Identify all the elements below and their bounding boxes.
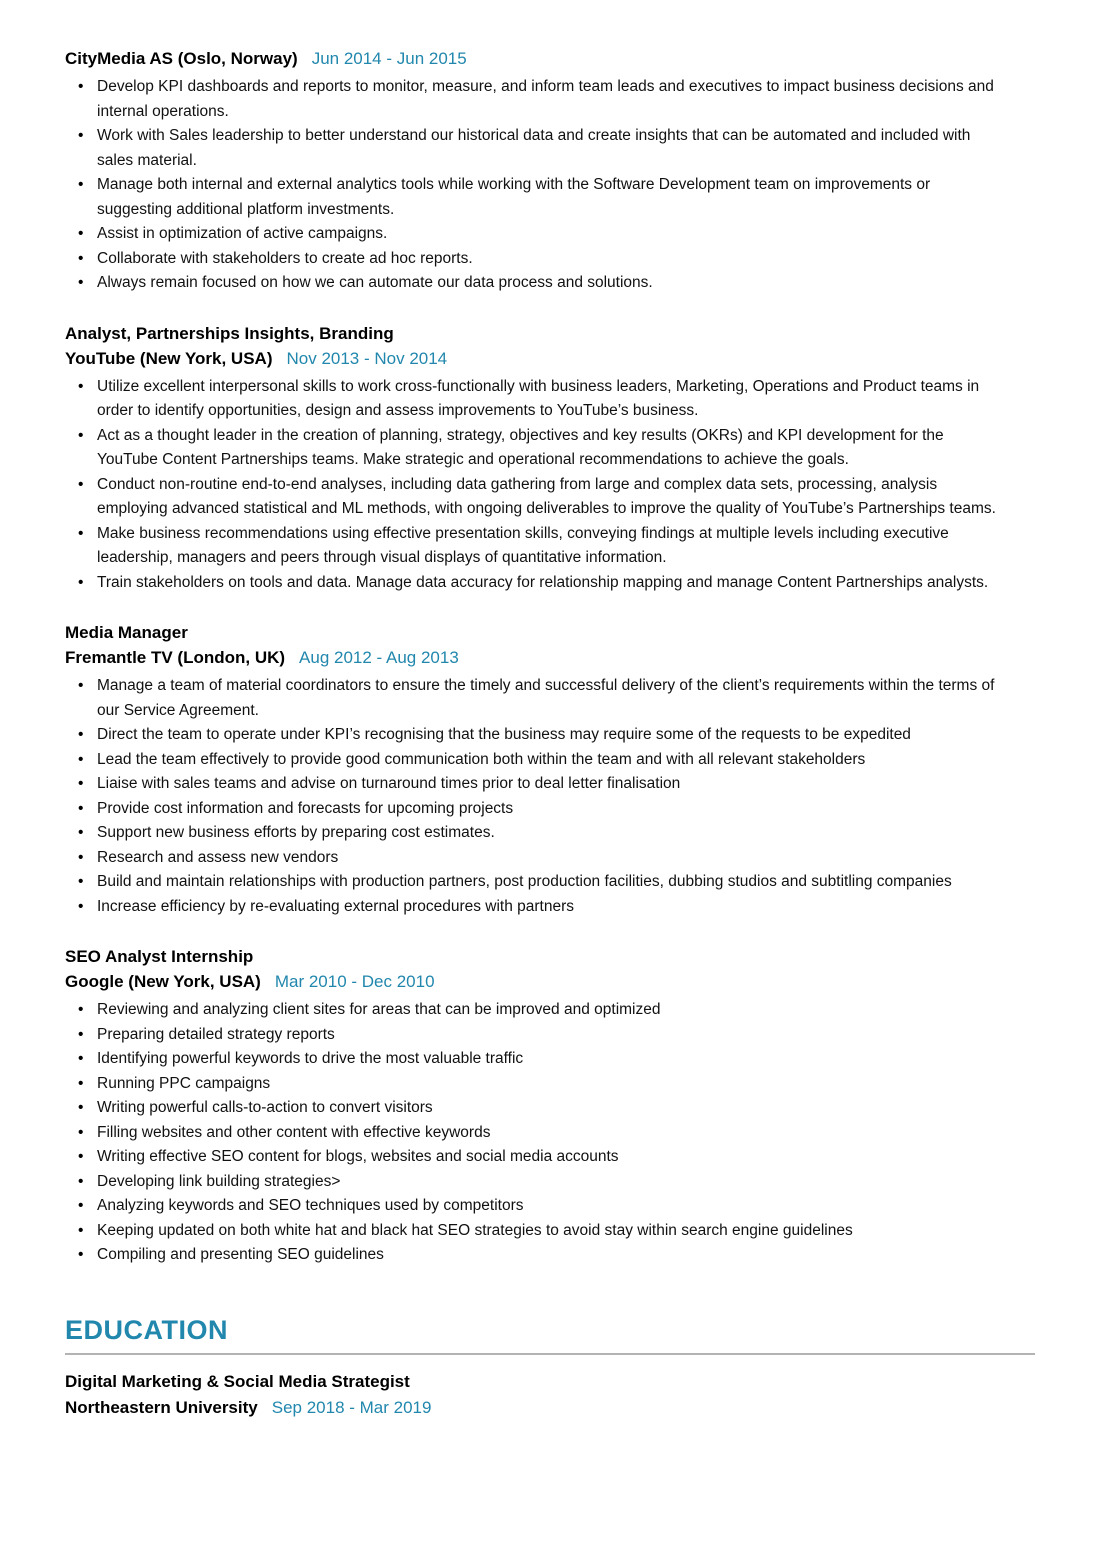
experience-section — [65, 46, 1035, 1268]
bullet-list — [65, 998, 1035, 1268]
education-school: Northeastern University — [65, 1397, 258, 1417]
bullet-item: • Research and assess new vendors — [65, 846, 1005, 871]
education-divider — [65, 1353, 1035, 1355]
job-block — [65, 46, 1035, 296]
bullet-list — [65, 674, 1035, 919]
bullet-item: • Filling websites and other content with effective keywords — [65, 1121, 1005, 1146]
education-section — [65, 1315, 1035, 1421]
job-company: YouTube (New York, USA) — [65, 348, 273, 368]
education-school-line — [65, 1395, 1035, 1421]
bullet-item: • Preparing detailed strategy reports — [65, 1023, 1005, 1048]
education-item — [65, 1369, 1035, 1421]
job-list — [65, 46, 1035, 1268]
bullet-list — [65, 375, 1035, 596]
bullet-item: • Utilize excellent interpersonal skills to work cross-functionally with business leaders, Marketing, Operations and Product teams in order to identify opportunities, design and assess improvements to YouTube’s business. — [65, 375, 1005, 424]
bullet-item: • Liaise with sales teams and advise on turnaround times prior to deal letter finalisation — [65, 772, 1005, 797]
bullet-item: • Act as a thought leader in the creation of planning, strategy, objectives and key results (OKRs) and KPI development for the YouTube Content Partnerships teams. Make strategic and operational recommendations to achieve the goals. — [65, 424, 1005, 473]
bullet-item: • Writing effective SEO content for blogs, websites and social media accounts — [65, 1145, 1005, 1170]
job-company: Fremantle TV (London, UK) — [65, 648, 286, 667]
bullet-item: • Provide cost information and forecasts for upcoming projects — [65, 797, 1005, 822]
education-heading: EDUCATION — [65, 1314, 228, 1345]
bullet-item: • Manage a team of material coordinators to ensure the timely and successful delivery of the client’s requirements within the terms of our Service Agreement. — [65, 674, 1005, 723]
education-list — [65, 1369, 1035, 1421]
job-company: Google (New York, USA) — [65, 972, 261, 991]
bullet-item: • Conduct non-routine end-to-end analyses, including data gathering from large and complex data sets, processing, analysis employing advanced statistical and ML methods, with ongoing deliverables to improve the quality of YouTube’s Partnerships teams. — [65, 473, 1005, 522]
bullet-item: • Increase efficiency by re-evaluating external procedures with partners — [65, 895, 1005, 920]
bullet-item: • Always remain focused on how we can automate our data process and solutions. — [65, 271, 1005, 296]
bullet-item: • Direct the team to operate under KPI’s recognising that the business may require some of the requests to be expedited — [65, 723, 1005, 748]
bullet-item: • Collaborate with stakeholders to create ad hoc reports. — [65, 247, 1005, 272]
job-company-line — [65, 969, 1035, 994]
bullet-item: • Train stakeholders on tools and data. Manage data accuracy for relationship mapping and manage Content Partnerships analysts. — [65, 571, 1005, 596]
education-degree: Digital Marketing & Social Media Strategist — [65, 1371, 410, 1391]
bullet-item: • Running PPC campaigns — [65, 1072, 1005, 1097]
job-dates: Nov 2013 - Nov 2014 — [286, 348, 448, 368]
education-dates: Sep 2018 - Mar 2019 — [271, 1397, 432, 1417]
job-title: Media Manager — [65, 623, 188, 642]
bullet-item: • Keeping updated on both white hat and black hat SEO strategies to avoid stay within search engine guidelines — [65, 1219, 1005, 1244]
job-company-line — [65, 46, 1035, 71]
job-block — [65, 620, 1035, 919]
job-block — [65, 944, 1035, 1268]
bullet-item: • Lead the team effectively to provide good communication both within the team and with all relevant stakeholders — [65, 748, 1005, 773]
bullet-item: • Make business recommendations using effective presentation skills, conveying findings at multiple levels including executive leadership, managers and peers through visual displays of quantitative information. — [65, 522, 1005, 571]
bullet-item: • Writing powerful calls-to-action to convert visitors — [65, 1096, 1005, 1121]
bullet-item: • Reviewing and analyzing client sites for areas that can be improved and optimized — [65, 998, 1005, 1023]
bullet-item: • Work with Sales leadership to better understand our historical data and create insights that can be automated and included with sales material. — [65, 124, 1005, 173]
job-company: CityMedia AS (Oslo, Norway) — [65, 49, 298, 68]
bullet-item: • Compiling and presenting SEO guidelines — [65, 1243, 1005, 1268]
job-block — [65, 321, 1035, 596]
bullet-item: • Develop KPI dashboards and reports to monitor, measure, and inform team leads and executives to impact business decisions and internal operations. — [65, 75, 1005, 124]
bullet-item: • Identifying powerful keywords to drive the most valuable traffic — [65, 1047, 1005, 1072]
bullet-item: • Assist in optimization of active campaigns. — [65, 222, 1005, 247]
bullet-item: • Developing link building strategies> — [65, 1170, 1005, 1195]
job-title: SEO Analyst Internship — [65, 947, 254, 966]
bullet-list — [65, 75, 1035, 296]
bullet-item: • Manage both internal and external analytics tools while working with the Software Development team on improvements or suggesting additional platform investments. — [65, 173, 1005, 222]
bullet-item: • Support new business efforts by preparing cost estimates. — [65, 821, 1005, 846]
job-company-line — [65, 645, 1035, 670]
job-dates: Mar 2010 - Dec 2010 — [274, 972, 435, 991]
job-dates: Jun 2014 - Jun 2015 — [311, 49, 467, 68]
bullet-item: • Analyzing keywords and SEO techniques used by competitors — [65, 1194, 1005, 1219]
job-title: Analyst, Partnerships Insights, Branding — [65, 323, 394, 343]
bullet-item: • Build and maintain relationships with production partners, post production facilities, dubbing studios and subtitling companies — [65, 870, 1005, 895]
job-company-line — [65, 346, 1035, 371]
job-dates: Aug 2012 - Aug 2013 — [299, 648, 459, 667]
